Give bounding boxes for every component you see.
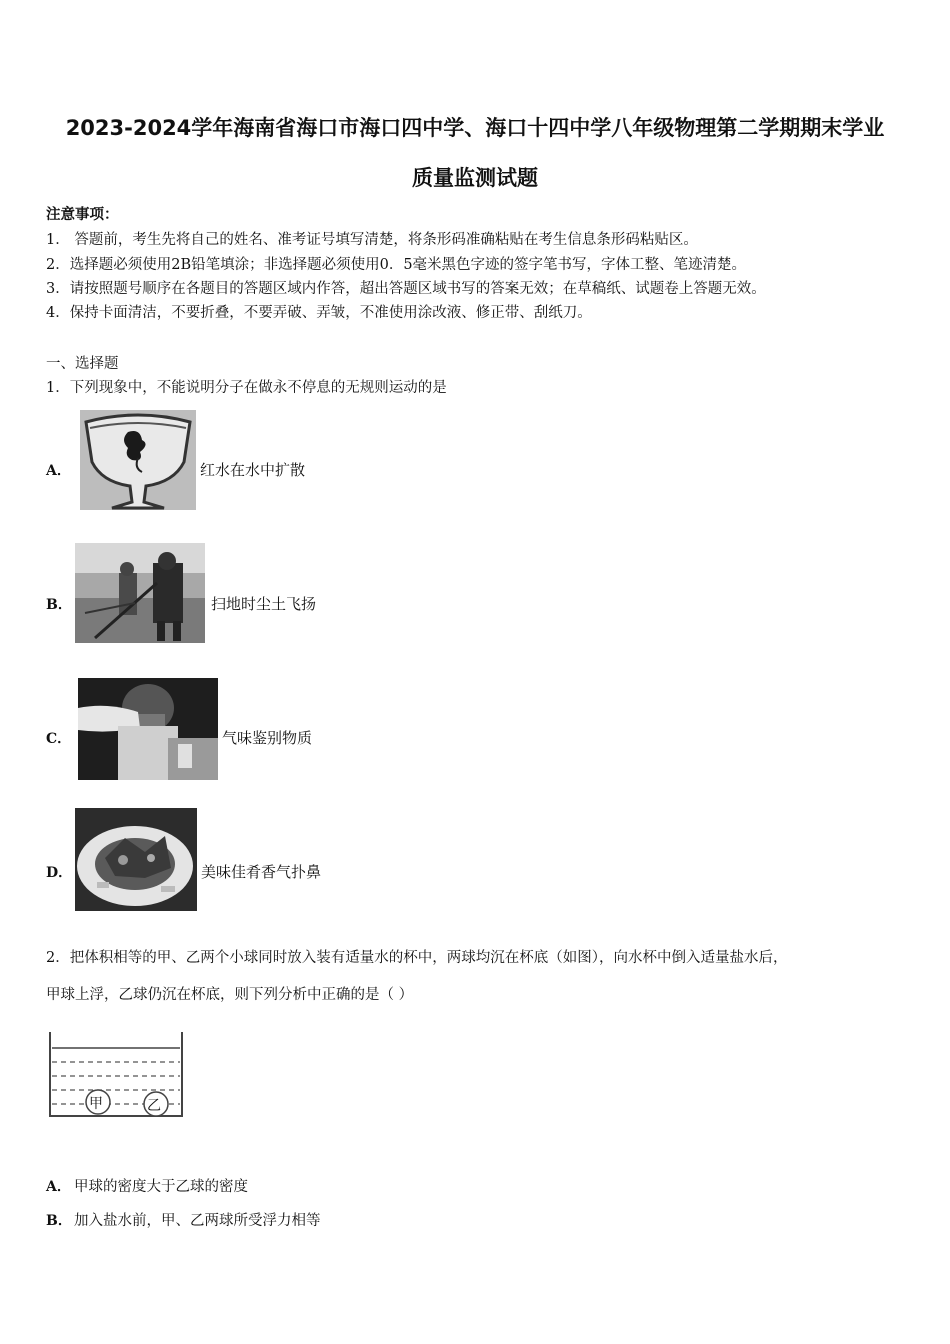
notice-heading: 注意事项：	[46, 206, 119, 223]
q1-option-c-image	[78, 678, 218, 780]
q1-option-a-letter: A．	[46, 463, 71, 479]
q1-option-b-caption: 扫地时尘土飞扬	[211, 595, 317, 613]
q1-option-a-image	[80, 410, 196, 510]
q1-stem: 1．下列现象中，不能说明分子在做永不停息的无规则运动的是	[46, 380, 447, 396]
q1-option-b-letter: B．	[46, 597, 72, 613]
q2-beaker-figure	[46, 1030, 186, 1125]
q2-option-a-text: 甲球的密度大于乙球的密度	[74, 1179, 248, 1195]
q1-option-a-caption: 红水在水中扩散	[200, 461, 306, 479]
q2-ball-a-label: 甲	[89, 1096, 103, 1112]
q2-ball-b-label: 乙	[147, 1098, 161, 1114]
q2-option-b-letter: B．	[46, 1213, 72, 1229]
q1-option-b-image	[75, 543, 205, 643]
q1-option-c-letter: C．	[46, 731, 72, 747]
q2-option-b-text: 加入盐水前，甲、乙两球所受浮力相等	[74, 1213, 321, 1229]
q1-option-c-caption: 气味鉴别物质	[222, 729, 313, 747]
q2-option-a-letter: A．	[46, 1179, 71, 1195]
notice-item-3: 3．请按照题号顺序在各题目的答题区域内作答，超出答题区域书写的答案无效；在草稿纸、试题卷上答题无效。	[46, 281, 766, 297]
q2-stem-line1: 2．把体积相等的甲、乙两个小球同时放入装有适量水的杯中，两球均沉在杯底（如图），向水杯中倒入适量盐水后，	[46, 950, 788, 966]
q2-stem-line2: 甲球上浮，乙球仍沉在杯底，则下列分析中正确的是（ ）	[46, 987, 414, 1003]
q1-option-d-image	[75, 808, 197, 911]
notice-item-2: 2．选择题必须使用2B铅笔填涂；非选择题必须使用0．5毫米黑色字迹的签字笔书写，字体工整、笔迹清楚。	[46, 257, 747, 273]
notice-item-1: 1． 答题前，考生先将自己的姓名、准考证号填写清楚，将条形码准确粘贴在考生信息条形码粘贴区。	[46, 232, 698, 248]
q1-option-d-caption: 美味佳肴香气扑鼻	[201, 863, 322, 881]
notice-item-4: 4．保持卡面清洁，不要折叠，不要弄破、弄皱，不准使用涂改液、修正带、刮纸刀。	[46, 305, 592, 321]
page-title-line2: 质量监测试题	[412, 166, 538, 190]
q1-option-d-letter: D．	[46, 865, 73, 881]
page-title-line1: 2023-2024学年海南省海口市海口四中学、海口十四中学八年级物理第二学期期末学业	[65, 116, 885, 140]
section-heading: 一、选择题	[46, 356, 119, 372]
